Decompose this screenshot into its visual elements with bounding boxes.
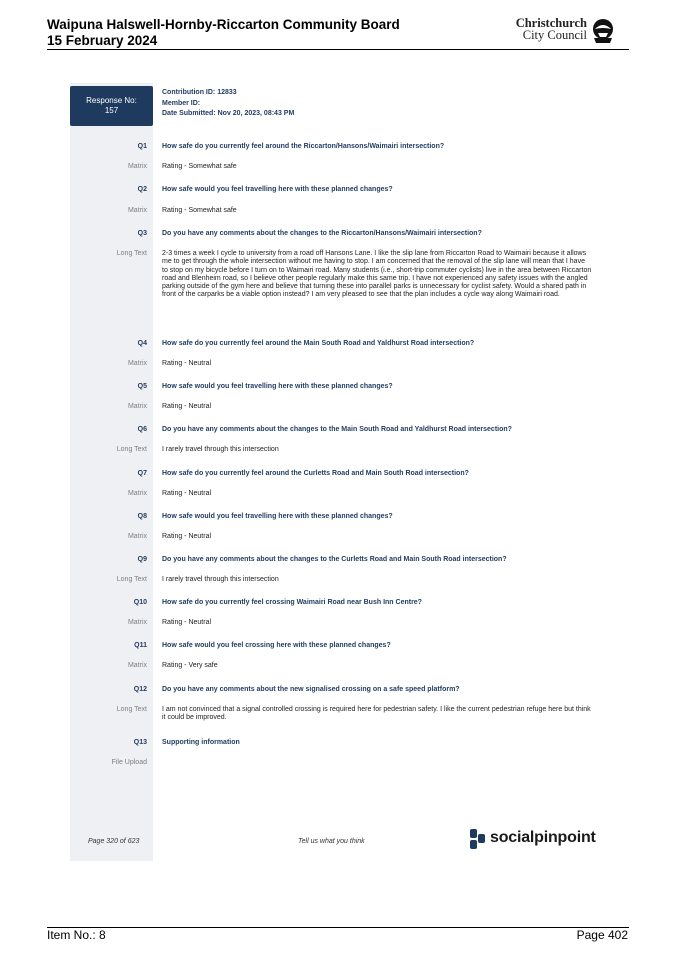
question-type: Long Text [116,576,147,583]
date-value: Nov 20, 2023, 08:43 PM [217,110,295,117]
question-number: Q13 [133,739,147,746]
question-type: Long Text [116,446,147,453]
question-type: Matrix [127,662,147,669]
question-number: Q3 [137,230,147,237]
question-number: Q8 [137,513,147,520]
question-answer: Rating - Somewhat safe [162,163,237,170]
meeting-date: 15 February 2024 [47,33,158,48]
question-answer: I am not convinced that a signal controlled crossing is required here for pedestrian safety. I like the current pedestrian refuge here but think it could be improved. [162,706,591,722]
question-text: Do you have any comments about the changes to the Main South Road and Yaldhurst Road intersection? [162,426,512,433]
question-type: Matrix [127,360,147,367]
logo-line1: Christchurch [515,16,587,30]
question-answer: 2-3 times a week I cycle to university from a road off Hansons Lane. I like the slip lane from Riccarton Road to Waimairi because it allows me to get through the whole intersection without me having to stop. I am concerned that the removal of the slip lane will mean that I have to stop on my bicycle before I turn on to Waimairi road. Many students (i.e., short-trip commuter cyclists) live in the area between Riccarton road and Blenheim road, so I believe other people regularly make this same trip. I have not experienced any safety issues with the angled parking outside of the gym here and believe that turning these into parallel parks is unnecessary for cyclist safety. Would a shared path in front of the carparks be a viable option instead? I am very pleased to see that the plan includes a cycle way along Waimairi road. [162,250,592,299]
response-number: 157 [104,106,119,115]
question-number: Q7 [137,470,147,477]
document-header [47,17,400,49]
question-text: Do you have any comments about the new signalised crossing on a safe speed platform? [162,686,460,693]
question-number: Q11 [134,642,147,649]
question-number: Q2 [137,186,147,193]
question-answer: Rating - Neutral [162,360,212,367]
question-type: Matrix [127,533,147,540]
question-number: Q6 [137,426,147,433]
question-answer: I rarely travel through this intersection [162,576,279,583]
question-number: Q1 [137,143,147,150]
question-number: Q4 [137,340,147,347]
report-page-number: Page 320 of 623 [88,838,140,845]
question-text: How safe do you currently feel around the Curletts Road and Main South Road intersection? [162,470,469,477]
response-badge [70,86,153,126]
question-answer: I rarely travel through this intersection [162,446,279,453]
question-answer: Rating - Neutral [162,403,212,410]
question-text: How safe would you feel travelling here with these planned changes? [162,383,393,390]
board-title: Waipuna Halswell-Hornby-Riccarton Community Board [47,17,400,32]
question-text: How safe do you currently feel crossing Waimairi Road near Bush Inn Centre? [162,599,422,606]
question-type: Matrix [127,163,147,170]
response-label: Response No: [86,96,137,105]
question-answer: Rating - Somewhat safe [162,207,237,214]
question-text: How safe would you feel crossing here with these planned changes? [162,642,391,649]
response-meta [162,88,294,120]
question-text: How safe do you currently feel around the Main South Road and Yaldhurst Road intersection? [162,340,475,347]
question-number: Q9 [137,556,147,563]
question-number: Q10 [133,599,147,606]
question-type: Matrix [127,490,147,497]
page-number: Page 402 [576,928,628,942]
header-rule [47,49,629,50]
socialpinpoint-brand: socialpinpoint [490,829,596,846]
footer-rule [47,927,629,928]
question-number: Q5 [137,383,147,390]
question-text: How safe do you currently feel around the Riccarton/Hansons/Waimairi intersection? [162,143,445,150]
item-number: Item No.: 8 [47,928,106,942]
contribution-id: 12833 [217,89,237,96]
question-text: Supporting information [162,739,240,746]
question-text: How safe would you feel travelling here with these planned changes? [162,513,393,520]
question-answer: Rating - Neutral [162,490,212,497]
question-number: Q12 [133,686,147,693]
contribution-label: Contribution ID: [162,89,216,96]
socialpinpoint-logo-icon [469,828,487,850]
question-type: File Upload [111,759,147,766]
date-label: Date Submitted: [162,110,216,117]
report-tagline: Tell us what you think [298,838,365,845]
question-text: Do you have any comments about the changes to the Curletts Road and Main South Road intersection? [162,556,507,563]
question-answer: Rating - Neutral [162,619,212,626]
question-type: Long Text [116,706,147,713]
question-type: Matrix [127,207,147,214]
council-logo [515,17,615,47]
question-type: Matrix [127,619,147,626]
question-type: Long Text [116,250,147,257]
question-answer: Rating - Very safe [162,662,218,669]
council-crest-icon [591,18,615,44]
question-text: Do you have any comments about the changes to the Riccarton/Hansons/Waimairi intersection? [162,230,482,237]
question-text: How safe would you feel travelling here with these planned changes? [162,186,393,193]
logo-line2: City Council [522,28,587,42]
member-label: Member ID: [162,99,201,107]
question-type: Matrix [127,403,147,410]
question-answer: Rating - Neutral [162,533,212,540]
